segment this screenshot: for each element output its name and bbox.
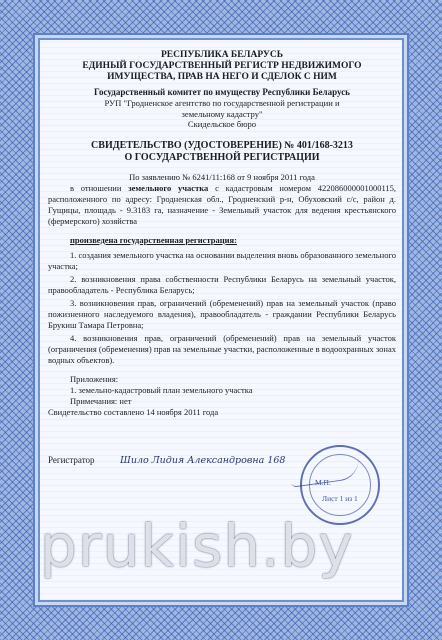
certificate-title-line1: СВИДЕТЕЛЬСТВО (УДОСТОВЕРЕНИЕ) № 401/168-3213 (91, 139, 353, 151)
country-title: РЕСПУБЛИКА БЕЛАРУСЬ (160, 50, 284, 60)
committee-name: Государственный комитет по имуществу Республики Беларусь (94, 87, 350, 97)
bureau-name: Скидельское бюро (187, 119, 257, 129)
attachments-label: Приложения: (70, 373, 119, 384)
agency-line2: земельному кадастру" (181, 108, 263, 119)
certificate-title-line2: О ГОСУДАРСТВЕННОЙ РЕГИСТРАЦИИ (124, 151, 320, 163)
issue-date: Свидетельство составлено 14 ноября 2011 года (48, 406, 219, 417)
registration-item: 3. возникновения прав, ограничений (обременений) прав на земельный участок (право пожизненного наследуемого владения), правообладатель - граждании Республики Беларусь Брукиш Тамара Петровна; (48, 297, 396, 330)
attachment-item: 1. земельно-кадастровый план земельного участка (70, 384, 253, 395)
registrar-name: Шило Лидия Александровна 168 (120, 455, 286, 466)
object-prefix: в отношении (70, 182, 122, 193)
sheet-label: Лист 1 из 1 (322, 494, 358, 503)
object-text: с кадастровым номером 422086000001000115, расположенного по адресу: Гродненская обл., Гродненский р-н, Обуховский с/с, район д. Гущицы, площадь - 9.3183 га, назначение - Земельный участок для ведения крестьянского (фермерского) хозяйства (48, 182, 397, 226)
agency-line1: РУП "Гродненское агентство по государственной регистрации и (104, 98, 340, 108)
registry-title-line2: ИМУЩЕСТВА, ПРАВ НА НЕГО И СДЕЛОК С НИМ (107, 72, 337, 82)
notes: Примечания: нет (70, 395, 132, 406)
registry-title-line1: ЕДИНЫЙ ГОСУДАРСТВЕННЫЙ РЕГИСТР НЕДВИЖИМОГО (82, 61, 362, 71)
watermark-text: prukish.by (40, 512, 354, 580)
registration-item: 2. возникновения права собственности Республики Беларусь на земельный участок, правообладатель - Республика Беларусь; (48, 273, 396, 295)
registration-item: 4. возникновения прав, ограничений (обременений) прав на земельный участок (ограничения (обременения) прав на земельные участки, расположенные в водоохранных зонах водных объектов). (48, 332, 396, 365)
registration-item: 1. создания земельного участка на основании выделения вновь образованного земельного участка; (48, 249, 396, 271)
document-body (48, 50, 396, 418)
application-line: По заявлению № 6241/11:168 от 9 ноября 2011 года (129, 171, 315, 182)
registration-list (48, 250, 396, 366)
registrar-label: Регистратор (48, 455, 95, 465)
registration-heading: произведена государственная регистрация: (70, 234, 237, 245)
object-description (48, 183, 396, 227)
seal-mark-label: М.П. (315, 478, 331, 487)
object-type: земельного участка (128, 182, 209, 193)
